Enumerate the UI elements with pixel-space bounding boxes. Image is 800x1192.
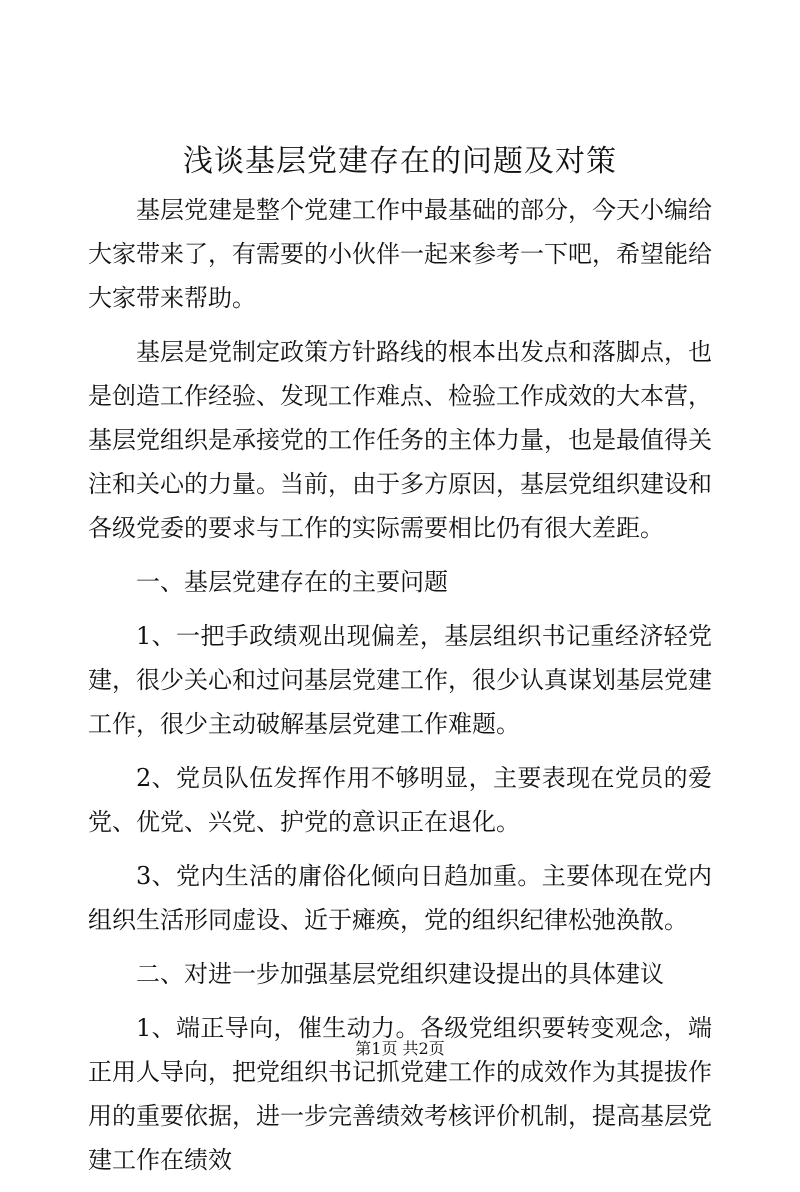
problem-item-2: 2、党员队伍发挥作用不够明显，主要表现在党员的爱党、优党、兴党、护党的意识正在退化。: [88, 764, 712, 836]
page-footer: 第1页 共2页: [355, 1039, 445, 1058]
intro-paragraph: 基层党建是整个党建工作中最基础的部分，今天小编给大家带来了，有需要的小伙伴一起来参考一下吧，希望能给大家带来帮助。: [88, 196, 712, 312]
document-title: 浅谈基层党建存在的问题及对策: [183, 144, 617, 179]
suggestion-item-1: 1、端正导向，催生动力。各级党组织要转变观念，端正用人导向，把党组织书记抓党建工作的成效作为其提拔作用的重要依据，进一步完善绩效考核评价机制，提高基层党建工作在绩效: [88, 1014, 712, 1174]
problem-item-1: 1、一把手政绩观出现偏差，基层组织书记重经济轻党建，很少关心和过问基层党建工作，很少认真谋划基层党建工作，很少主动破解基层党建工作难题。: [88, 622, 712, 738]
section-heading-suggestions: 二、对进一步加强基层党组织建设提出的具体建议: [136, 960, 664, 988]
problem-item-3: 3、党内生活的庸俗化倾向日趋加重。主要体现在党内组织生活形同虚设、近于瘫痪，党的组织纪律松弛涣散。: [88, 862, 712, 934]
section-heading-problems: 一、基层党建存在的主要问题: [136, 568, 448, 596]
background-paragraph: 基层是党制定政策方针路线的根本出发点和落脚点，也是创造工作经验、发现工作难点、检验工作成效的大本营，基层党组织是承接党的工作任务的主体力量，也是最值得关注和关心的力量。当前，由于多方原因，基层党组织建设和各级党委的要求与工作的实际需要相比仍有很大差距。: [88, 338, 712, 542]
